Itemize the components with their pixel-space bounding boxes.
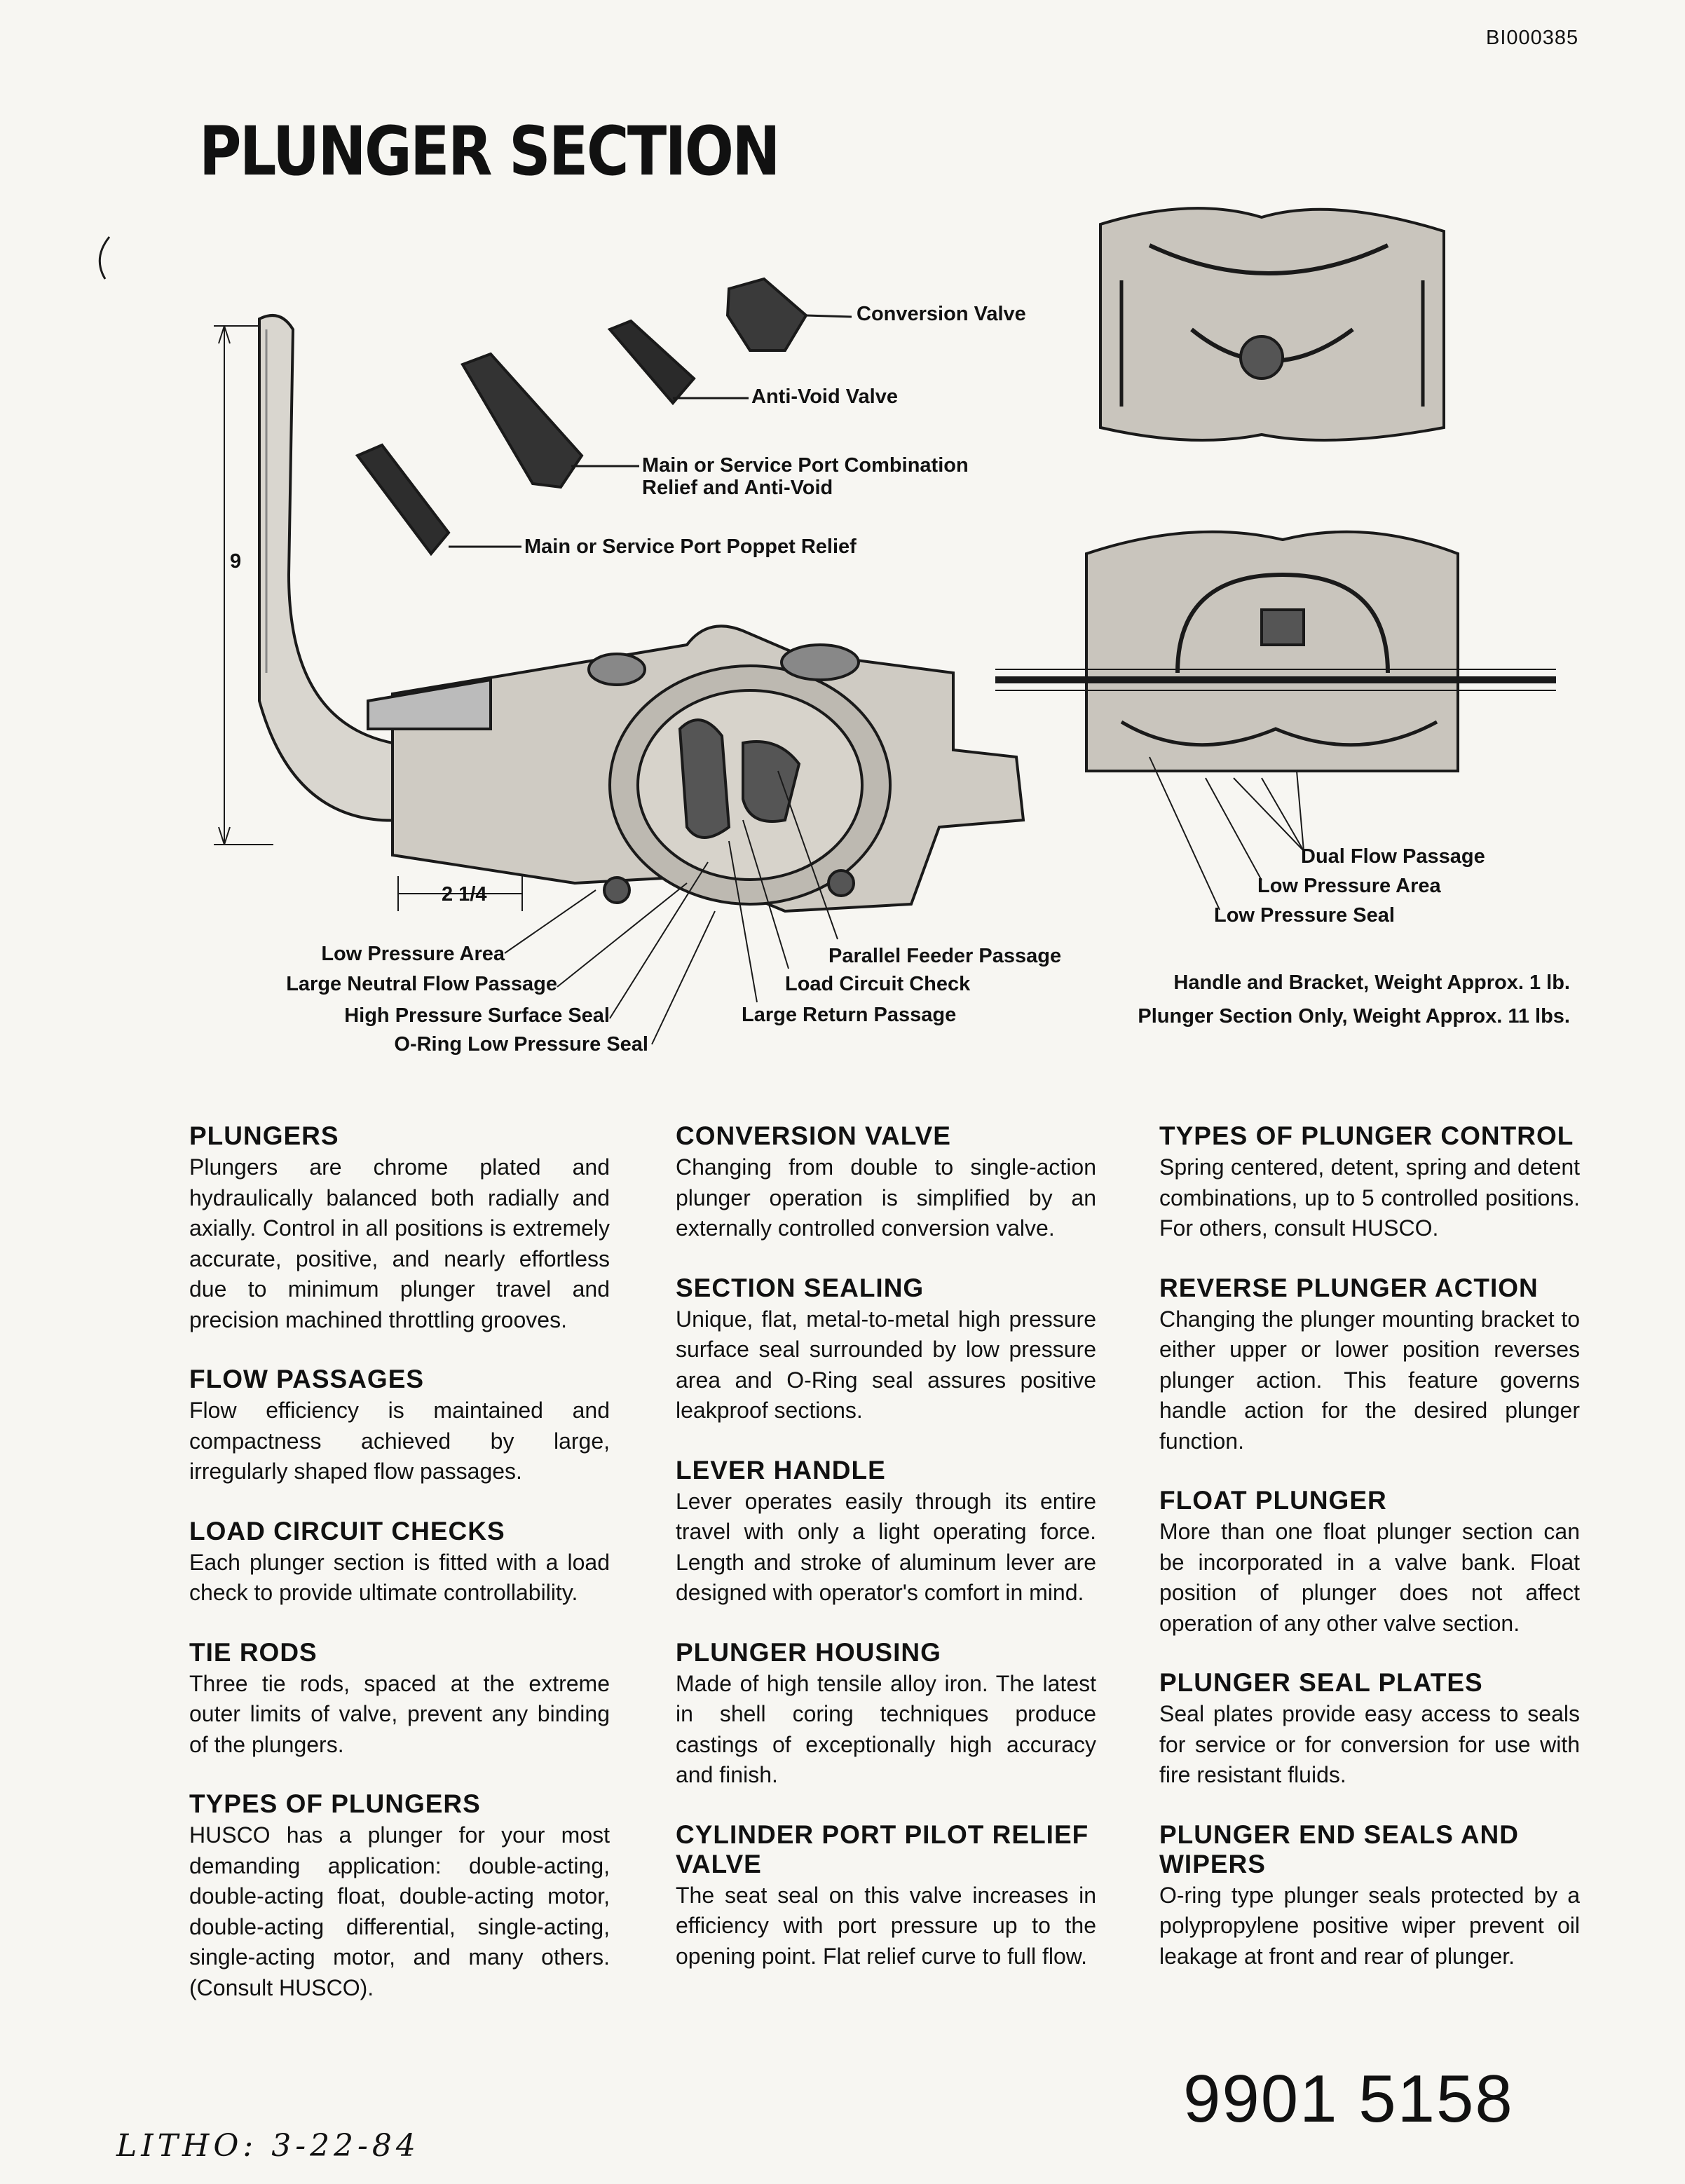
section-types-of-plungers bbox=[189, 1789, 610, 2003]
section-body: Each plunger section is fitted with a load check to provide ultimate controllability. bbox=[189, 1549, 610, 1605]
section-body: Lever operates easily through its entire travel with only a light operating force. Length and stroke of aluminum lever are designed with operator's comfort in mind. bbox=[676, 1488, 1096, 1605]
callout-dual-flow-passage: Dual Flow Passage bbox=[1301, 845, 1485, 868]
section-body: More than one float plunger section can be incorporated in a valve bank. Float position of plunger does not affect operation of any other valve section. bbox=[1159, 1519, 1580, 1636]
callout-low-pressure-area-right: Low Pressure Area bbox=[1257, 875, 1441, 897]
text-column-2 bbox=[676, 1121, 1096, 2001]
section-float-plunger bbox=[1159, 1486, 1580, 1639]
margin-bracket-mark bbox=[100, 237, 109, 279]
callout-anti-void-valve: Anti-Void Valve bbox=[751, 385, 898, 408]
callout-load-circuit-check: Load Circuit Check bbox=[785, 973, 971, 995]
callout-low-pressure-seal: Low Pressure Seal bbox=[1214, 904, 1395, 927]
section-heading: PLUNGER HOUSING bbox=[676, 1637, 941, 1667]
section-heading: SECTION SEALING bbox=[676, 1273, 925, 1302]
section-body: Changing from double to single-action plunger operation is simplified by an externally controlled conversion valve. bbox=[676, 1154, 1096, 1241]
section-plunger-housing bbox=[676, 1638, 1096, 1791]
section-lever-handle bbox=[676, 1456, 1096, 1609]
section-body: The seat seal on this valve increases in efficiency with port pressure up to the opening point. Flat relief curve to full flow. bbox=[676, 1882, 1096, 1969]
section-heading: PLUNGERS bbox=[189, 1121, 339, 1150]
section-reverse-plunger-action bbox=[1159, 1274, 1580, 1457]
text-column-3 bbox=[1159, 1121, 1580, 2001]
section-heading: TIE RODS bbox=[189, 1637, 318, 1667]
section-body: Seal plates provide easy access to seals for service or for conversion for use with fire resistant fluids. bbox=[1159, 1701, 1580, 1787]
section-heading: REVERSE PLUNGER ACTION bbox=[1159, 1273, 1539, 1302]
valve-body bbox=[368, 626, 1023, 911]
section-body: Spring centered, detent, spring and detent combinations, up to 5 controlled positions. For others, consult HUSCO. bbox=[1159, 1154, 1580, 1241]
section-flow-passages bbox=[189, 1365, 610, 1487]
section-heading: LEVER HANDLE bbox=[676, 1455, 886, 1485]
callout-combination-relief-line1: Main or Service Port Combination bbox=[642, 454, 969, 477]
section-cylinder-port-pilot-relief-valve bbox=[676, 1820, 1096, 1972]
section-body: Three tie rods, spaced at the extreme outer limits of valve, prevent any binding of the plungers. bbox=[189, 1670, 610, 1757]
callout-high-pressure-surface-seal: High Pressure Surface Seal bbox=[344, 1004, 610, 1027]
section-heading: FLOW PASSAGES bbox=[189, 1365, 425, 1393]
section-plunger-seal-plates bbox=[1159, 1668, 1580, 1791]
section-heading: FLOAT PLUNGER bbox=[1159, 1486, 1387, 1515]
section-heading: CYLINDER PORT PILOT RELIEF VALVE bbox=[676, 1820, 1089, 1878]
combination-relief-part bbox=[463, 354, 639, 487]
section-conversion-valve bbox=[676, 1121, 1096, 1244]
section-plungers bbox=[189, 1121, 610, 1335]
anti-void-valve-part bbox=[610, 321, 749, 403]
section-heading: TYPES OF PLUNGER CONTROL bbox=[1159, 1121, 1574, 1150]
section-body: Plungers are chrome plated and hydraulically balanced both radially and axially. Control in all positions is extremely accurate, positive, and nearly effortless due to minimum plunger travel and precision machined throttling grooves. bbox=[189, 1154, 610, 1332]
section-body: Unique, flat, metal-to-metal high pressure surface seal surrounded by low pressure area and O-Ring seal assures positive leakproof sections. bbox=[676, 1306, 1096, 1423]
section-section-sealing bbox=[676, 1274, 1096, 1426]
callout-large-neutral-flow-passage: Large Neutral Flow Passage bbox=[286, 973, 557, 995]
callout-combination-relief-line2: Relief and Anti-Void bbox=[642, 477, 833, 499]
section-heading: PLUNGER SEAL PLATES bbox=[1159, 1668, 1483, 1697]
callout-large-return-passage: Large Return Passage bbox=[742, 1004, 957, 1026]
document-id: BI000385 bbox=[1486, 27, 1579, 49]
section-tie-rods bbox=[189, 1638, 610, 1761]
callout-parallel-feeder-passage: Parallel Feeder Passage bbox=[828, 945, 1062, 967]
section-body: O-ring type plunger seals protected by a polypropylene positive wiper prevent oil leakage at front and rear of plunger. bbox=[1159, 1882, 1580, 1969]
section-view-bottom bbox=[995, 532, 1556, 771]
dimension-handle-height: 9 bbox=[230, 550, 242, 573]
lever-handle bbox=[259, 315, 403, 821]
section-body: HUSCO has a plunger for your most demanding application: double-acting, double-acting float, double-acting motor, double-acting differential, single-acting, single-acting motor, and many others. (Consult HUSCO). bbox=[189, 1822, 610, 2000]
conversion-valve-part bbox=[728, 279, 852, 350]
section-body: Changing the plunger mounting bracket to either upper or lower position reverses plunger action. This feature governs handle action for the desired plunger function. bbox=[1159, 1306, 1580, 1454]
section-types-of-plunger-control bbox=[1159, 1121, 1580, 1244]
section-body: Flow efficiency is maintained and compactness achieved by large, irregularly shaped flow passages. bbox=[189, 1398, 610, 1484]
section-heading: TYPES OF PLUNGERS bbox=[189, 1789, 481, 1818]
section-load-circuit-checks bbox=[189, 1517, 610, 1609]
section-view-top bbox=[1100, 208, 1444, 440]
litho-note: LITHO: 3-22-84 bbox=[116, 2128, 420, 2164]
text-column-1 bbox=[189, 1121, 610, 2033]
callout-low-pressure-area-left: Low Pressure Area bbox=[321, 943, 505, 965]
weight-handle-and-bracket: Handle and Bracket, Weight Approx. 1 lb. bbox=[1173, 971, 1570, 994]
callout-poppet-relief: Main or Service Port Poppet Relief bbox=[524, 535, 857, 558]
callout-conversion-valve: Conversion Valve bbox=[857, 303, 1026, 325]
section-heading: CONVERSION VALVE bbox=[676, 1121, 951, 1150]
section-heading: LOAD CIRCUIT CHECKS bbox=[189, 1516, 505, 1545]
weight-plunger-section: Plunger Section Only, Weight Approx. 11 lbs. bbox=[1138, 1005, 1570, 1028]
dimension-handle-offset: 2 1/4 bbox=[442, 883, 487, 906]
page-title: PLUNGER SECTION bbox=[199, 112, 779, 191]
section-plunger-end-seals-and-wipers bbox=[1159, 1820, 1580, 1972]
weight-notes bbox=[1051, 966, 1570, 1033]
section-body: Made of high tensile alloy iron. The latest in shell coring techniques produce castings of exceptionally high accuracy and finish. bbox=[676, 1670, 1096, 1787]
poppet-relief-part bbox=[357, 445, 521, 554]
section-heading: PLUNGER END SEALS AND WIPERS bbox=[1159, 1820, 1520, 1878]
callout-o-ring-low-pressure-seal: O-Ring Low Pressure Seal bbox=[394, 1033, 648, 1056]
part-number: 9901 5158 bbox=[1183, 2061, 1514, 2136]
